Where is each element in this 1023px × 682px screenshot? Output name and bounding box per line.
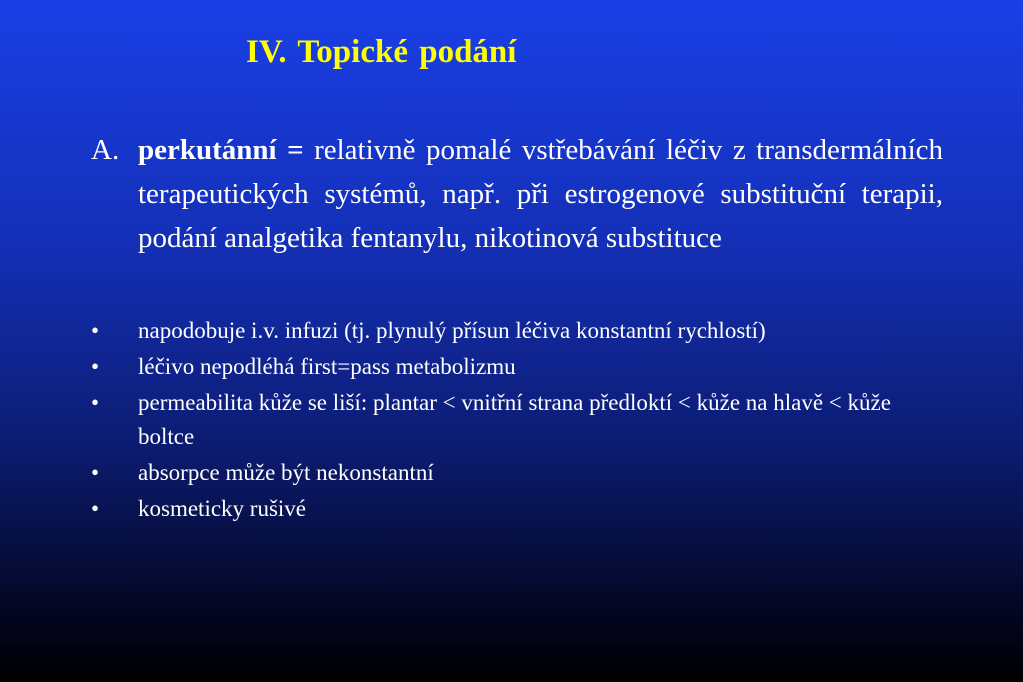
section-body [138, 128, 943, 260]
section-marker: A. [91, 134, 120, 166]
bullet-text: léčivo nepodléhá first=pass metabolizmu [138, 354, 516, 379]
slide-title: IV. Topické podání [246, 34, 517, 70]
section-text: relativně pomalé vstřebávání léčiv z transdermálních terapeutických systémů, např. při estrogenové substituční terapii, podání analgetika fentanylu, nikotinová substituce [138, 134, 943, 254]
bullet-icon: • [91, 496, 100, 521]
bullet-text: absorpce může být nekonstantní [138, 460, 434, 485]
section-term: perkutánní = [138, 134, 304, 166]
bullet-icon: • [91, 390, 100, 415]
bullet-list [91, 314, 943, 528]
section-a [91, 128, 943, 260]
bullet-text: permeabilita kůže se liší: plantar < vnitřní strana předloktí < kůže na hlavě < kůže boltce [138, 390, 891, 449]
bullet-icon: • [91, 354, 100, 379]
bullet-item [91, 456, 943, 490]
bullet-item [91, 492, 943, 526]
bullet-text: kosmeticky rušivé [138, 496, 306, 521]
bullet-icon: • [91, 460, 100, 485]
bullet-text: napodobuje i.v. infuzi (tj. plynulý přísun léčiva konstantní rychlostí) [138, 318, 766, 343]
bullet-item [91, 350, 943, 384]
bullet-icon: • [91, 318, 100, 343]
bullet-item [91, 386, 943, 454]
bullet-item [91, 314, 943, 348]
